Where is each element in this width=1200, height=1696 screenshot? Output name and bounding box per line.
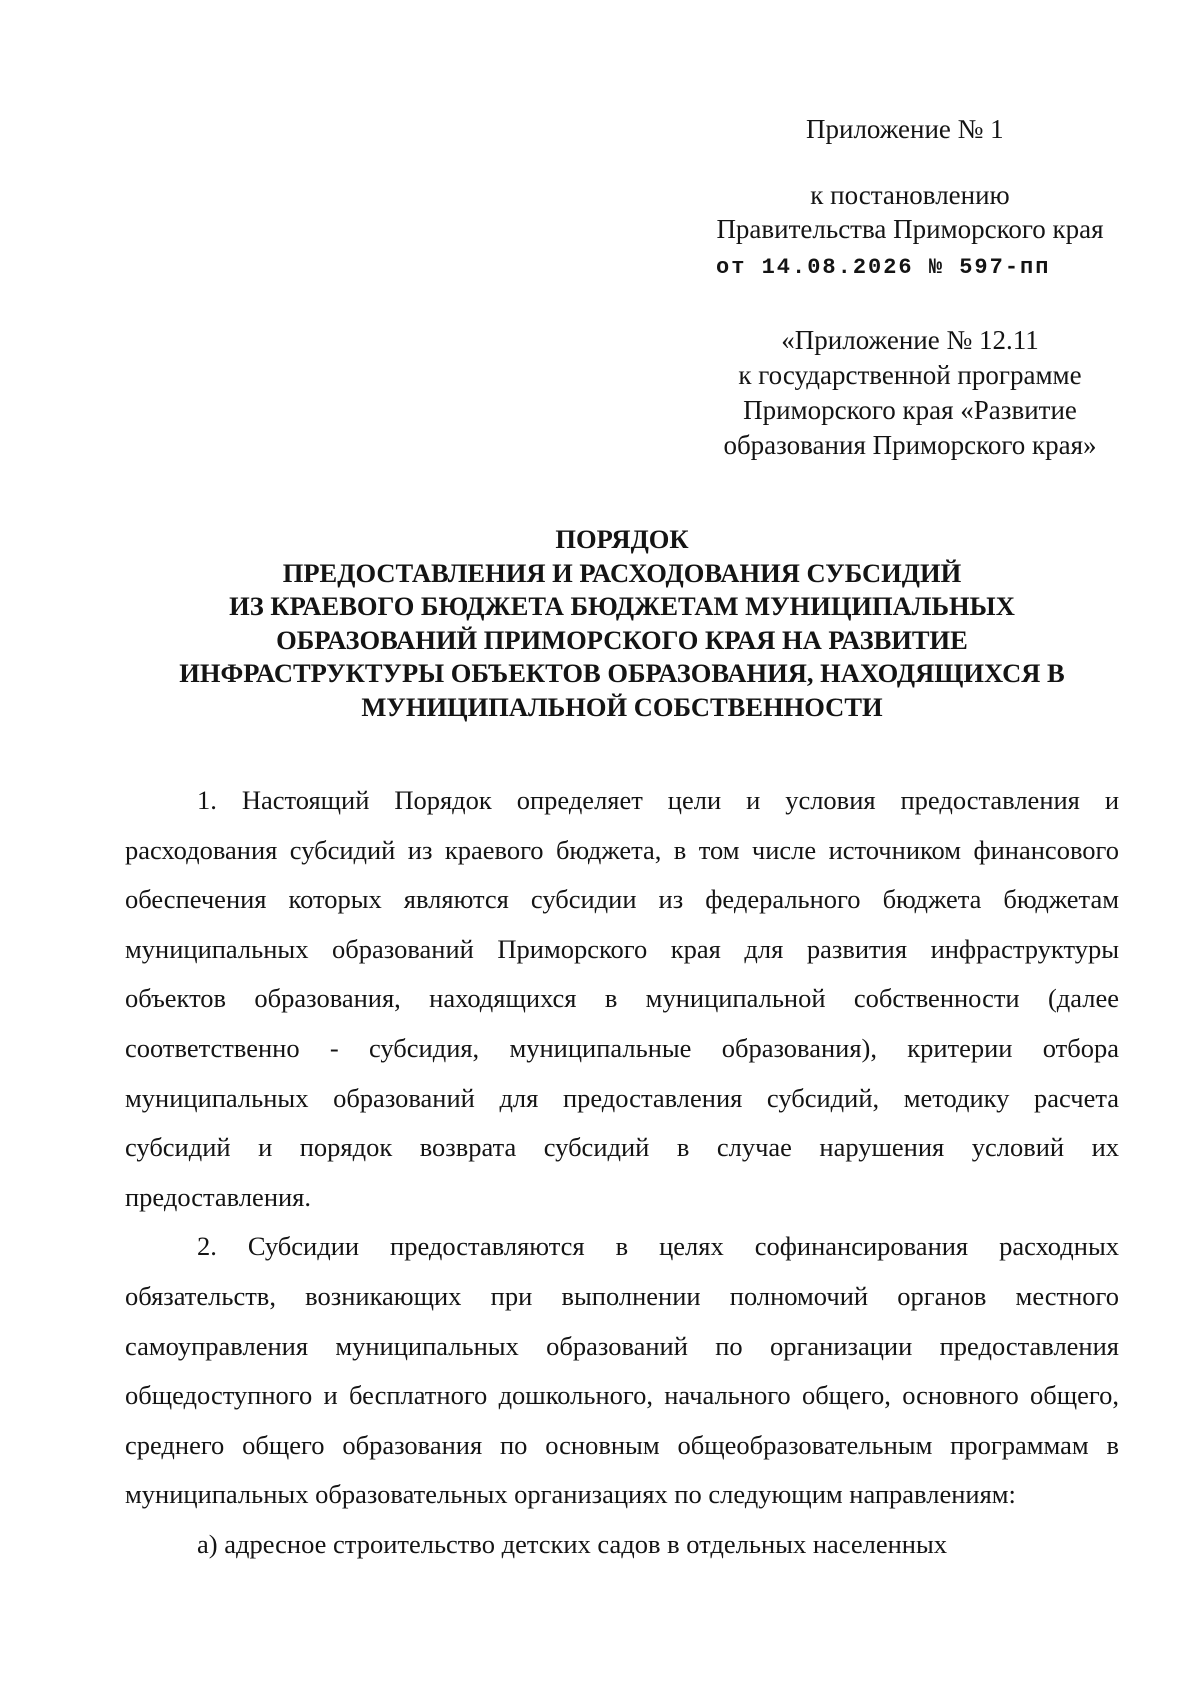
title-line: ПОРЯДОК — [555, 524, 689, 554]
program-annex-line: образования Приморского края» — [723, 430, 1097, 460]
paragraph-1: 1. Настоящий Порядок определяет цели и условия предоставления и расходования субсидий из краевого бюджета, в том числе источником финансового обеспечения которых являются субсидии из федерального бюджета бюджетам муниципальных образований Приморского края для развития инфраструктуры объектов образования, находящихся в муниципальной собственности (далее соответственно - субсидия, муниципальные образования), критерии отбора муниципальных образований для предоставления субсидий, методику расчета субсидий и порядок возврата субсидий в случае нарушения условий их предоставления. — [125, 785, 1119, 1212]
decree-line: Правительства Приморского края — [716, 214, 1104, 244]
decree-number-stamp: от 14.08.2026 № 597-пп — [716, 255, 1051, 280]
title-line: МУНИЦИПАЛЬНОЙ СОБСТВЕННОСТИ — [361, 691, 883, 722]
program-annex-line: Приморского края «Развитие — [743, 395, 1077, 425]
title-line: ИЗ КРАЕВОГО БЮДЖЕТА БЮДЖЕТАМ МУНИЦИПАЛЬНЫХ — [229, 591, 1015, 621]
annex-label: Приложение № 1 — [806, 114, 1004, 144]
title-line: ОБРАЗОВАНИЙ ПРИМОРСКОГО КРАЯ НА РАЗВИТИЕ — [276, 624, 968, 655]
decree-line: к постановлению — [810, 180, 1010, 210]
document-body — [125, 776, 1119, 1570]
program-annex-line: к государственной программе — [738, 360, 1082, 390]
paragraph-2a: а) адресное строительство детских садов в отдельных населенных — [197, 1528, 948, 1559]
title-line: ПРЕДОСТАВЛЕНИЯ И РАСХОДОВАНИЯ СУБСИДИЙ — [282, 557, 962, 588]
program-annex-reference — [700, 323, 1120, 463]
title-line: ИНФРАСТРУКТУРЫ ОБЪЕКТОВ ОБРАЗОВАНИЯ, НАХОДЯЩИХСЯ В — [179, 658, 1065, 688]
document-title — [100, 523, 1144, 724]
program-annex-line: «Приложение № 12.11 — [781, 325, 1039, 355]
paragraph-2: 2. Субсидии предоставляются в целях софинансирования расходных обязательств, возникающих при выполнении полномочий органов местного самоуправления муниципальных образований по организации предоставления общедоступного и бесплатного дошкольного, начального общего, основного общего, среднего общего образования по основным общеобразовательным программам в муниципальных образовательных организациях по следующим направлениям: — [125, 1231, 1119, 1510]
decree-reference — [700, 178, 1120, 246]
